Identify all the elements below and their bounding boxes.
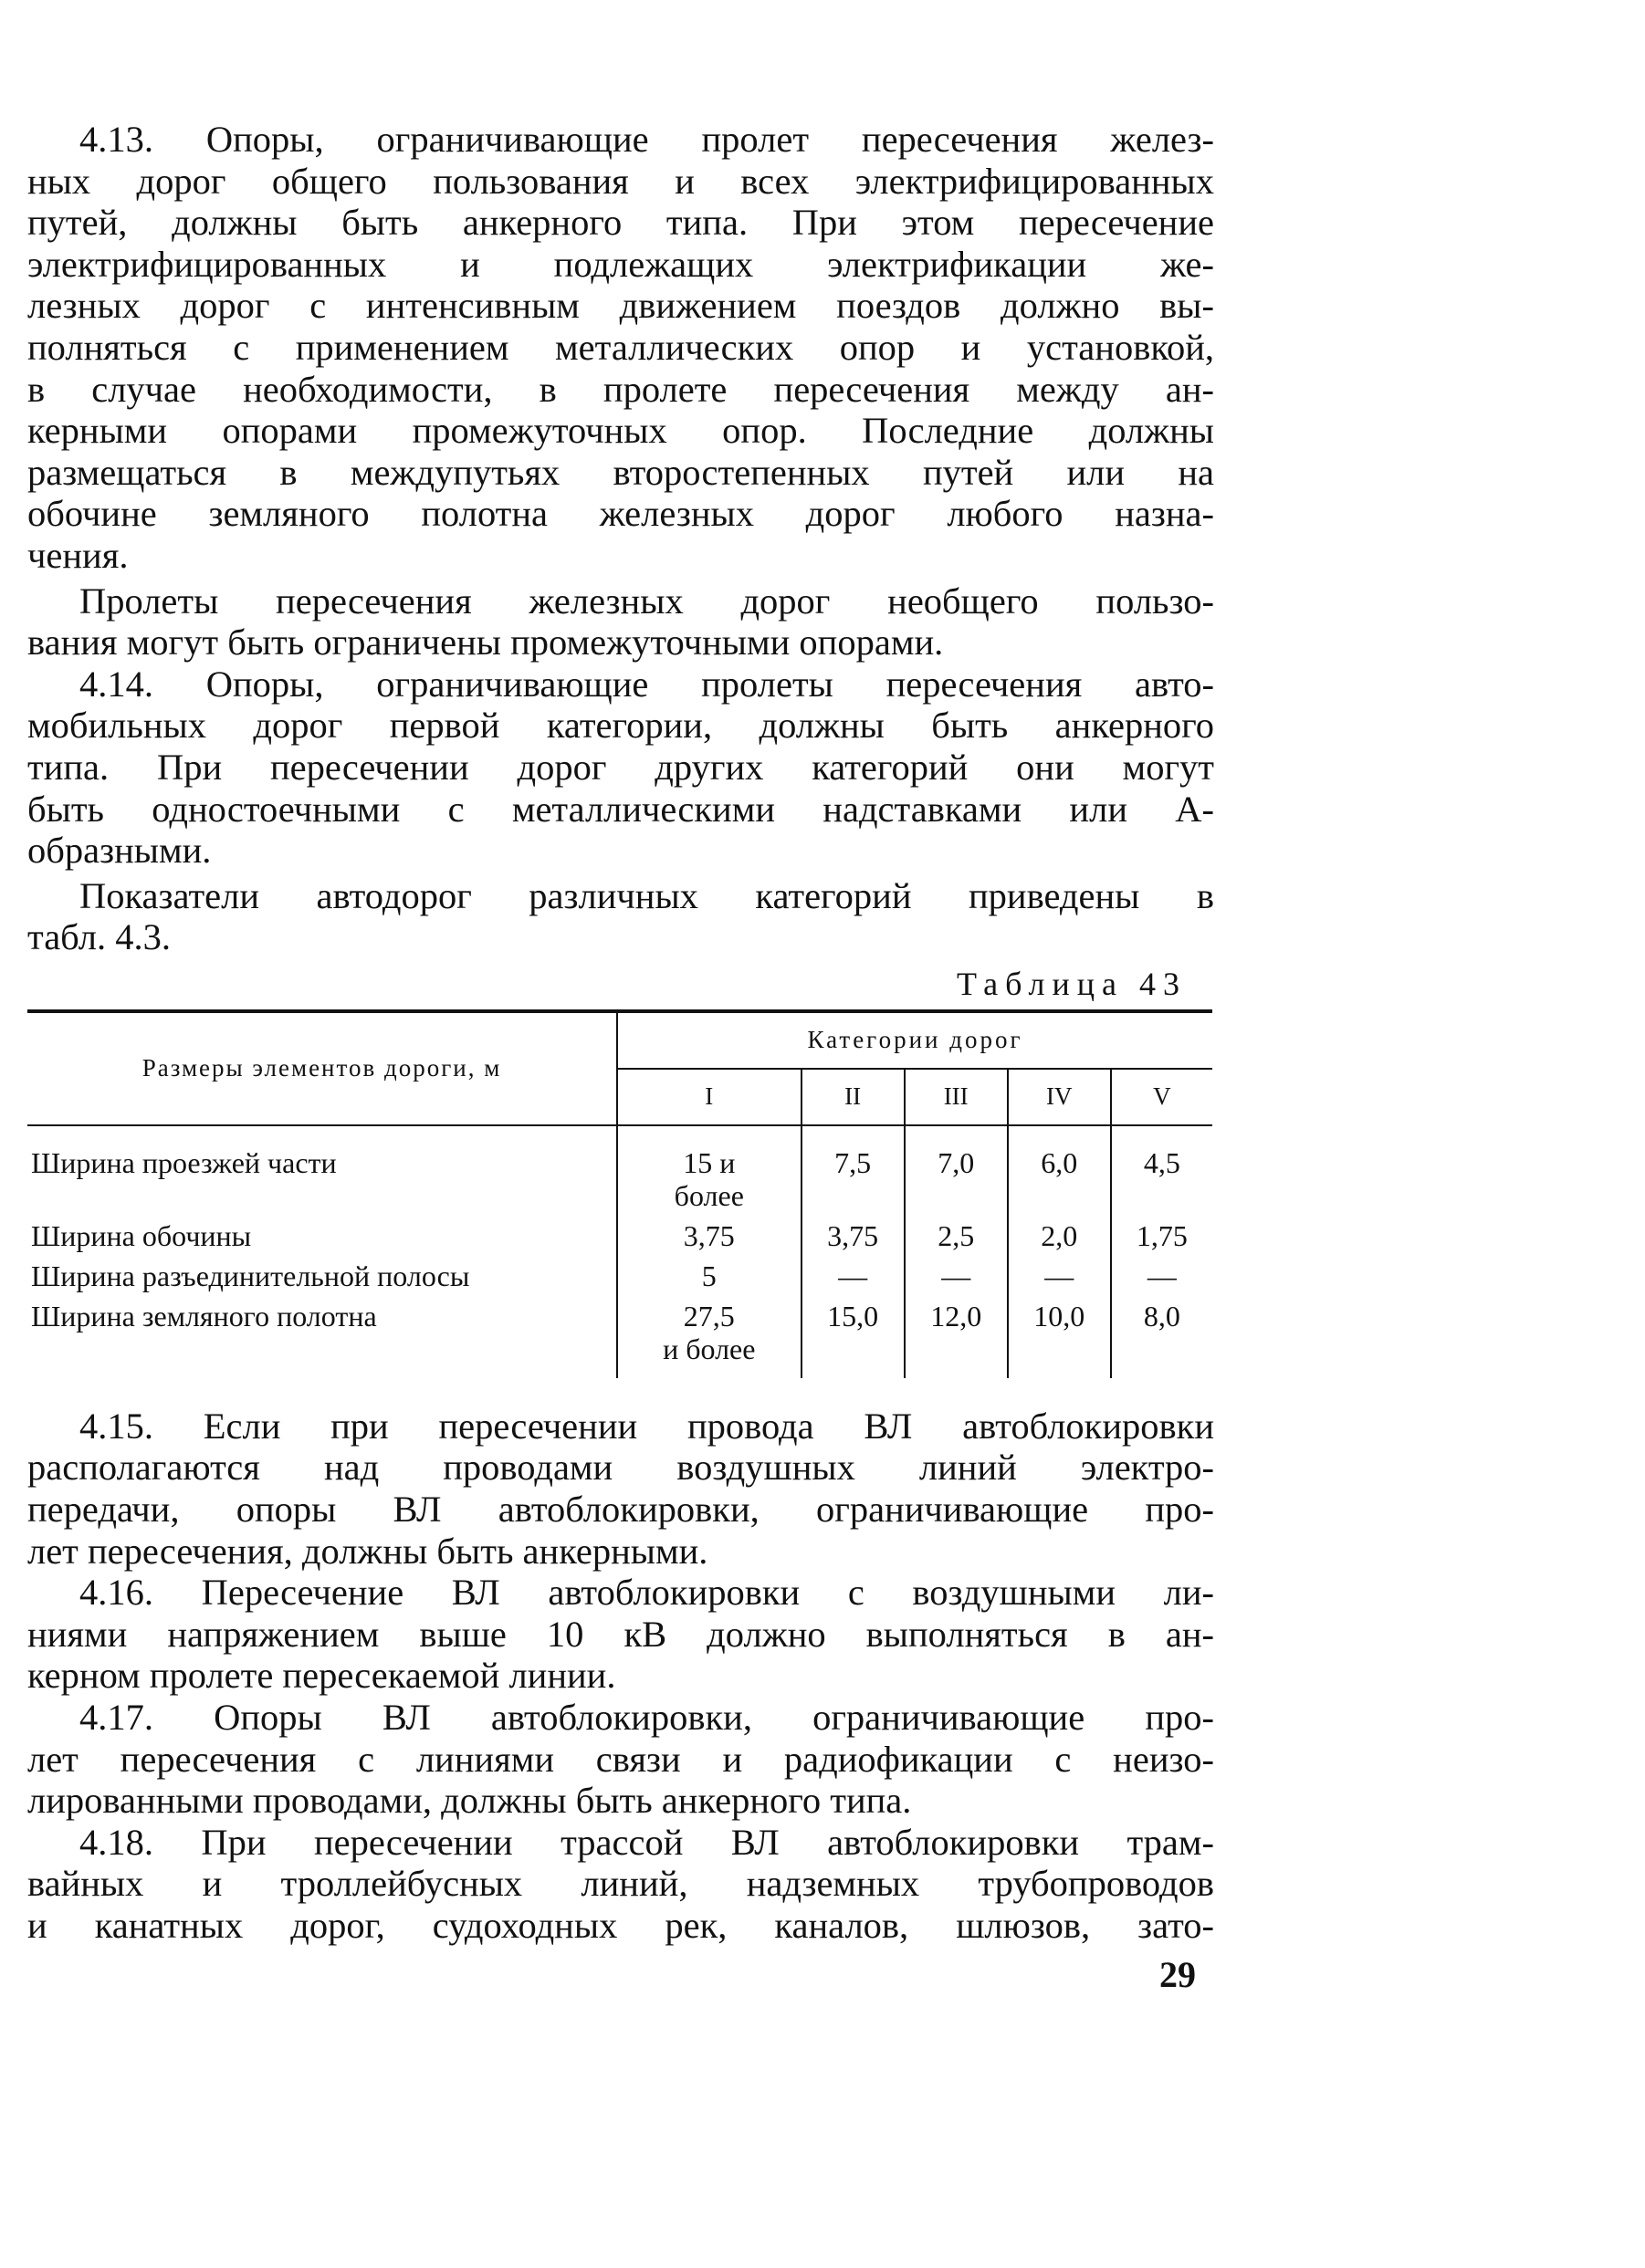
table-cell-value: 15 и более [617,1125,802,1219]
table-row [27,1125,1212,1219]
table-cell-value: 3,75 [617,1219,802,1259]
text-line: типа. При пересечении дорог других категорий они могут [27,746,1214,788]
text-line: Показатели автодорог различных категорий приведены в [79,874,1214,916]
text-line: быть одностоечными с металлическими надставками или А- [27,788,1214,830]
text-line: керном пролете пересекаемой линии. [27,1655,616,1697]
road-categories-table [27,1009,1212,1378]
table-cell-value: 1,75 [1136,1218,1188,1252]
text-line: путей, должны быть анкерного типа. При этом пересечение [27,202,1214,244]
table-cell-value: — [1147,1259,1177,1292]
text-line: лет пересечения с линиями связи и радиофикации с неизо- [27,1738,1214,1780]
table-header-category: IV [1008,1069,1111,1125]
table-cell-value: 7,5 [802,1125,905,1219]
table-header-category: V [1111,1069,1212,1125]
table-cell-value: 6,0 [1008,1125,1111,1219]
table-cell-value: 12,0 [905,1300,1008,1378]
text-line: лет пересечения, должны быть анкерными. [27,1530,708,1572]
text-line: и канатных дорог, судоходных рек, каналов, шлюзов, зато- [27,1905,1214,1946]
text-line: в случае необходимости, в пролете пересечения между ан- [27,368,1214,410]
table-cell-value: 5 [617,1259,802,1300]
table-cell-element-name: Ширина обочины [27,1219,617,1259]
table-row [27,1300,1212,1378]
text-line: табл. 4.3. [27,916,171,958]
paragraph-4-13 [27,119,1214,577]
table-row [27,1219,1212,1259]
page-number: 29 [1159,1954,1196,1995]
table-cell-value: 27,5 и более [617,1300,802,1378]
text-line: образными. [27,830,212,872]
text-line: керными опорами промежуточных опор. Последние должны [27,410,1214,452]
text-line: обочине земляного полотна железных дорог любого назна- [27,493,1214,535]
table-cell-value: 2,5 [905,1219,1008,1259]
paragraph-4-18 [27,1822,1214,1947]
table-cell-element-name: Ширина проезжей части [27,1125,617,1219]
table-cell-value: — [802,1259,905,1300]
paragraph-crossing-spans [27,580,1214,664]
text-line: чения. [27,534,129,576]
table-cell-value: 2,0 [1008,1219,1111,1259]
page-body [27,119,1214,1947]
table-cell-value: 15,0 [802,1300,905,1378]
text-line: лезных дорог с интенсивным движением поездов должно вы- [27,285,1214,327]
text-line: мобильных дорог первой категории, должны быть анкерного [27,705,1214,747]
table-header-category: III [905,1069,1008,1125]
text-line: ных дорог общего пользования и всех электрифицированных [27,160,1214,202]
text-line: 4.17. Опоры ВЛ автоблокировки, ограничивающие про- [79,1697,1214,1739]
table-header-road-categories: Категории дорог [617,1011,1212,1069]
text-line: 4.18. При пересечении трассой ВЛ автоблокировки трам- [79,1821,1214,1863]
text-line: 4.14. Опоры, ограничивающие пролеты пересечения авто- [79,663,1214,705]
text-line: размещаться в междупутьях второстепенных путей или на [27,451,1214,493]
table-cell-value: — [905,1259,1008,1300]
table-cell-value: 7,0 [905,1125,1008,1219]
text-line: 4.16. Пересечение ВЛ автоблокировки с воздушными ли- [79,1572,1214,1614]
paragraph-4-16 [27,1572,1214,1697]
table-header-road-elements: Размеры элементов дороги, м [27,1011,617,1125]
table-cell-value: — [1008,1259,1111,1300]
paragraph-road-indicators [27,875,1214,958]
text-line: вания могут быть ограничены промежуточными опорами. [27,622,944,664]
table-cell-value: 10,0 [1008,1300,1111,1378]
table-header-category: II [802,1069,905,1125]
table-body [27,1125,1212,1378]
text-line: ниями напряжением выше 10 кВ должно выполняться в ан- [27,1613,1214,1655]
table-cell-value: 8,0 [1143,1299,1180,1333]
table-row [27,1259,1212,1300]
text-line: 4.15. Если при пересечении провода ВЛ автоблокировки [79,1405,1214,1447]
text-line: располагаются над проводами воздушных линий электро- [27,1447,1214,1489]
text-line: лированными проводами, должны быть анкерного типа. [27,1780,912,1822]
table-header-category: I [617,1069,802,1125]
text-line: полняться с применением металлических опор и установкой, [27,326,1214,368]
paragraph-4-17 [27,1697,1214,1822]
text-line: передачи, опоры ВЛ автоблокировки, ограничивающие про- [27,1489,1214,1531]
table-cell-element-name: Ширина земляного полотна [27,1300,617,1378]
text-line: вайных и троллейбусных линий, надземных трубопроводов [27,1863,1214,1905]
text-line: Пролеты пересечения железных дорог необщего пользо- [79,580,1214,622]
table-cell-element-name: Ширина разъединительной полосы [27,1259,617,1300]
table-cell-value: 3,75 [802,1219,905,1259]
paragraph-4-15 [27,1406,1214,1572]
paragraph-4-14 [27,664,1214,872]
table-cell-value: 4,5 [1143,1145,1180,1179]
text-line: 4.13. Опоры, ограничивающие пролет пересечения желез- [79,119,1214,160]
text-line: электрифицированных и подлежащих электрификации же- [27,243,1214,285]
table-caption: Таблица 43 [957,965,1187,1002]
